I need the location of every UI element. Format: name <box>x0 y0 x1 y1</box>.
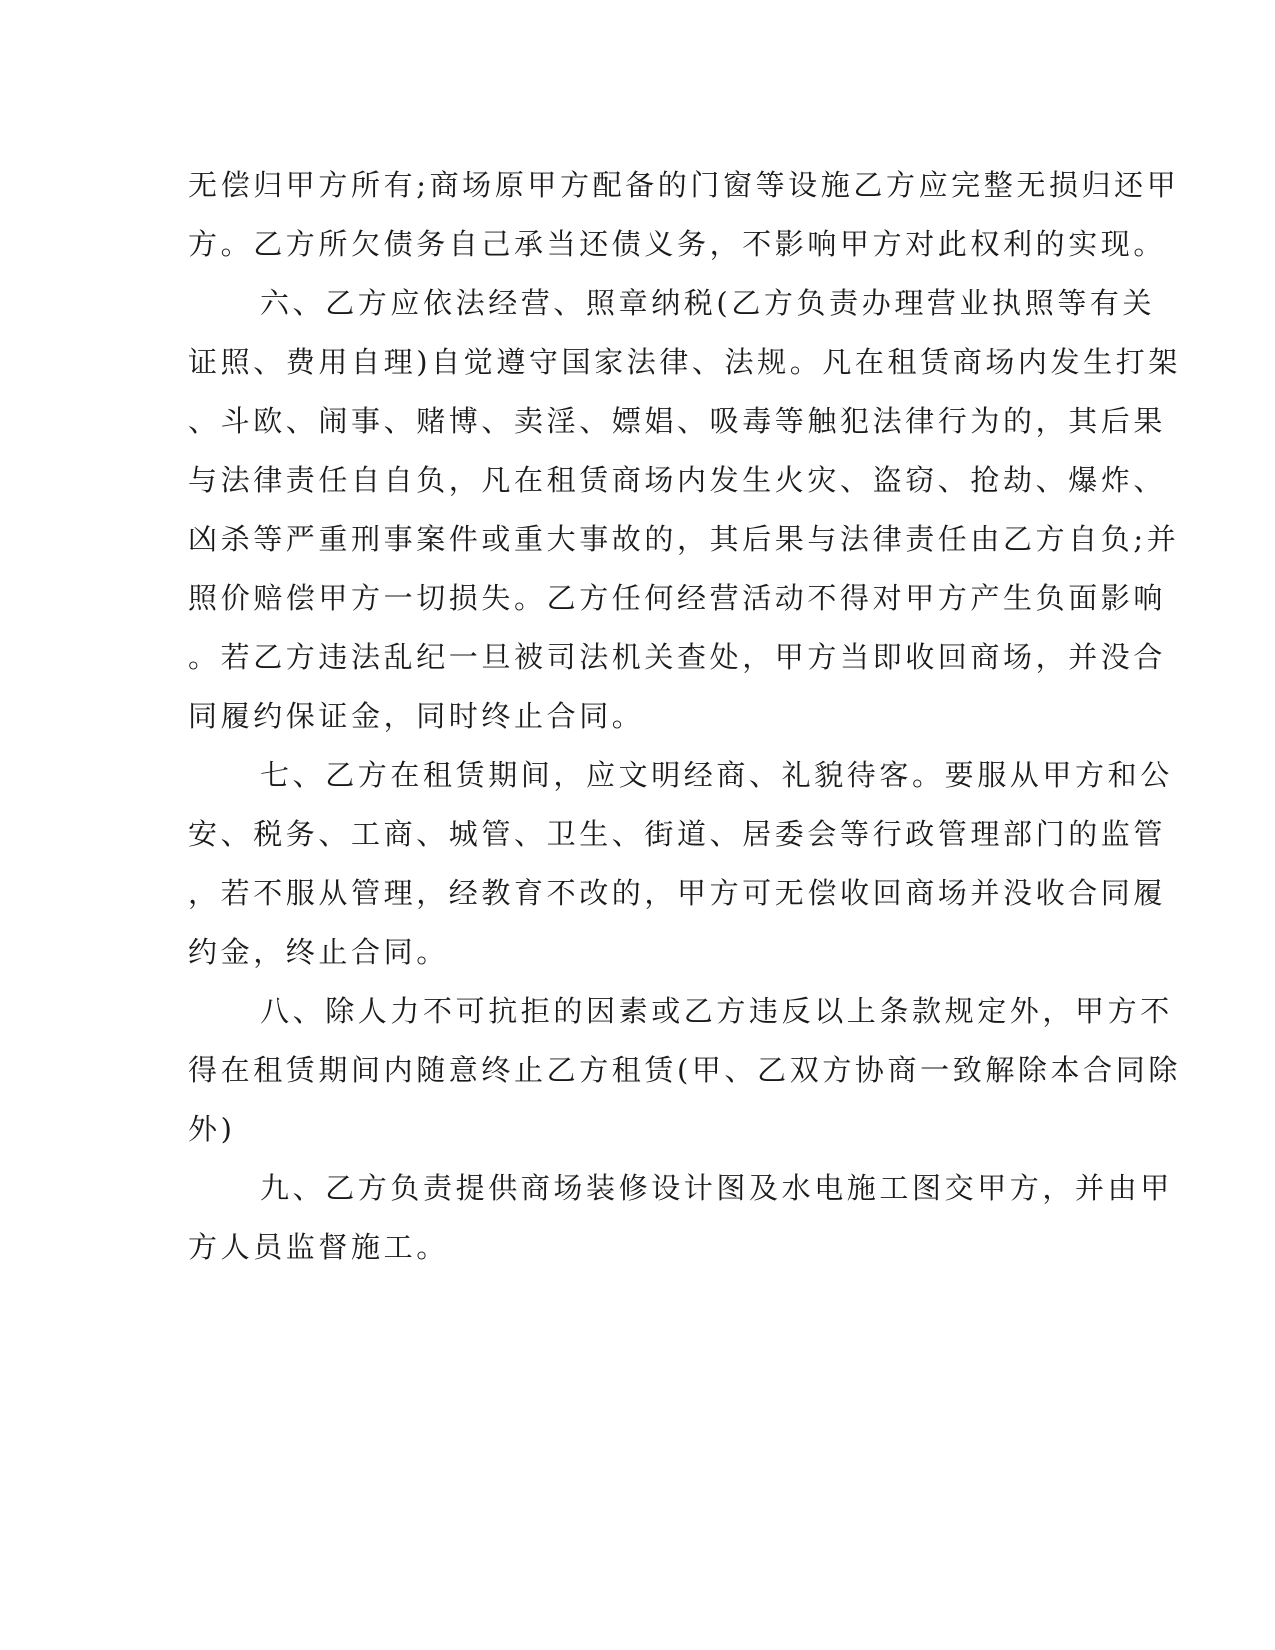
paragraph-clause-6 <box>188 274 1181 746</box>
text-line: 得在租赁期间内随意终止乙方租赁(甲、乙双方协商一致解除本合同除 <box>188 1053 1181 1087</box>
text-line: 凶杀等严重刑事案件或重大事故的，其后果与法律责任由乙方自负;并 <box>188 522 1180 556</box>
text-line: 方人员监督施工。 <box>188 1230 449 1264</box>
text-line: 七、乙方在租赁期间，应文明经商、礼貌待客。要服从甲方和公 <box>260 758 1173 792</box>
text-line: 安、税务、工商、城管、卫生、街道、居委会等行政管理部门的监管 <box>188 817 1167 851</box>
paragraph-clause-9 <box>188 1159 1173 1277</box>
text-line: ，若不服从管理，经教育不改的，甲方可无偿收回商场并没收合同履 <box>188 876 1167 910</box>
text-line: 八、除人力不可抗拒的因素或乙方违反以上条款规定外，甲方不 <box>260 994 1173 1028</box>
text-line: 九、乙方负责提供商场装修设计图及水电施工图交甲方，并由甲 <box>260 1171 1173 1205</box>
paragraph-clause-8 <box>188 982 1181 1159</box>
text-line: 照价赔偿甲方一切损失。乙方任何经营活动不得对甲方产生负面影响 <box>188 581 1167 615</box>
text-line: 六、乙方应依法经营、照章纳税(乙方负责办理营业执照等有关 <box>260 286 1156 320</box>
text-line: 证照、费用自理)自觉遵守国家法律、法规。凡在租赁商场内发生打架 <box>188 345 1181 379</box>
text-line: 无偿归甲方所有;商场原甲方配备的门窗等设施乙方应完整无损归还甲 <box>188 168 1180 202</box>
paragraph-clause-5-continued <box>188 156 1180 274</box>
text-line: 同履约保证金，同时终止合同。 <box>188 699 645 733</box>
text-line: 方。乙方所欠债务自己承当还债义务，不影响甲方对此权利的实现。 <box>188 227 1167 261</box>
text-line: 约金，终止合同。 <box>188 935 449 969</box>
paragraph-clause-7 <box>188 746 1173 982</box>
text-line: 外) <box>188 1112 236 1146</box>
text-line: 、斗欧、闹事、赌博、卖淫、嫖娼、吸毒等触犯法律行为的，其后果 <box>188 404 1167 438</box>
text-line: 。若乙方违法乱纪一旦被司法机关查处，甲方当即收回商场，并没合 <box>188 640 1167 674</box>
text-line: 与法律责任自自负，凡在租赁商场内发生火灾、盗窃、抢劫、爆炸、 <box>188 463 1167 497</box>
contract-body <box>188 156 1181 1277</box>
